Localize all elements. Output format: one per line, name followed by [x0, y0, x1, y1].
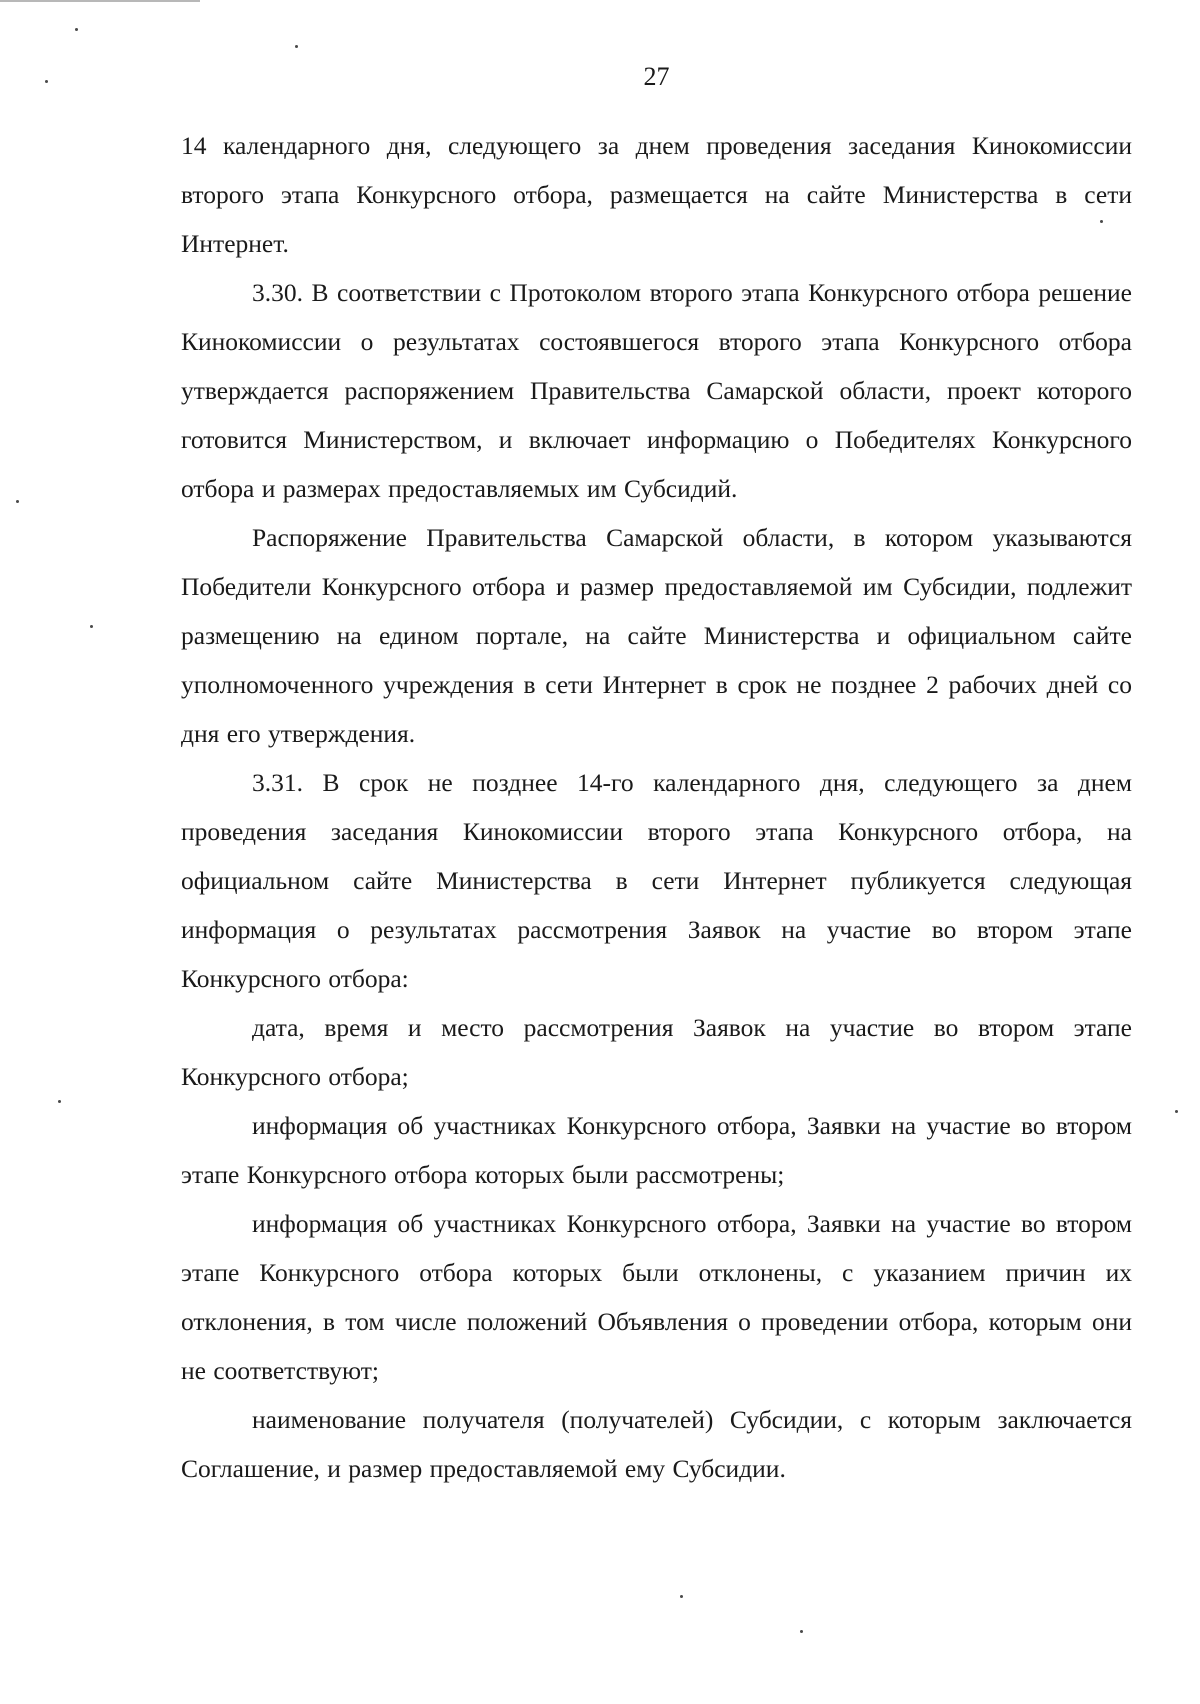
list-item-rejected-participants: информация об участниках Конкурсного отбора, Заявки на участие во втором этапе Конкурсного отбора которых были отклонены, с указанием причин их отклонения, в том числе положений Объявления о проведении отбора, которым они не соответствуют; [181, 1209, 1132, 1385]
scan-speck [90, 625, 93, 628]
paragraph-continuation: 14 календарного дня, следующего за днем проведения заседания Кинокомиссии второго этапа Конкурсного отбора, размещается на сайте Министерства в сети Интернет. [181, 131, 1132, 258]
paragraph-clause-3-30: 3.30. В соответствии с Протоколом второго этапа Конкурсного отбора решение Кинокомиссии о результатах состоявшегося второго этапа Конкурсного отбора утверждается распоряжением Правительства Самарской области, проект которого готовится Министерством, и включает информацию о Победителях Конкурсного отбора и размерах предоставляемых им Субсидий. [181, 278, 1132, 503]
scan-edge-line [0, 0, 200, 2]
list-item-date-time-place: дата, время и место рассмотрения Заявок на участие во втором этапе Конкурсного отбора; [181, 1013, 1132, 1091]
list-item-recipient-name: наименование получателя (получателей) Субсидии, с которым заключается Соглашение, и размер предоставляемой ему Субсидии. [181, 1405, 1132, 1483]
scan-speck [58, 1100, 61, 1103]
list-item-reviewed-participants: информация об участниках Конкурсного отбора, Заявки на участие во втором этапе Конкурсного отбора которых были рассмотрены; [181, 1111, 1132, 1189]
scan-speck [1100, 220, 1103, 223]
scan-speck [295, 45, 298, 48]
scan-speck [75, 28, 78, 31]
paragraph-order-publication: Распоряжение Правительства Самарской области, в котором указываются Победители Конкурсного отбора и размер предоставляемой им Субсидии, подлежит размещению на едином портале, на сайте Министерства и официальном сайте уполномоченного учреждения в сети Интернет в срок не позднее 2 рабочих дней со дня его утверждения. [181, 523, 1132, 748]
scan-speck [800, 1630, 803, 1633]
scan-speck [16, 500, 19, 503]
scan-speck [45, 80, 48, 83]
page-number: 27 [643, 62, 670, 91]
scan-speck [1175, 1110, 1178, 1113]
document-body [181, 121, 1132, 1493]
scan-speck [680, 1595, 683, 1598]
paragraph-clause-3-31: 3.31. В срок не позднее 14-го календарного дня, следующего за днем проведения заседания Кинокомиссии второго этапа Конкурсного отбора, на официальном сайте Министерства в сети Интернет публикуется следующая информация о результатах рассмотрения Заявок на участие во втором этапе Конкурсного отбора: [181, 768, 1132, 993]
